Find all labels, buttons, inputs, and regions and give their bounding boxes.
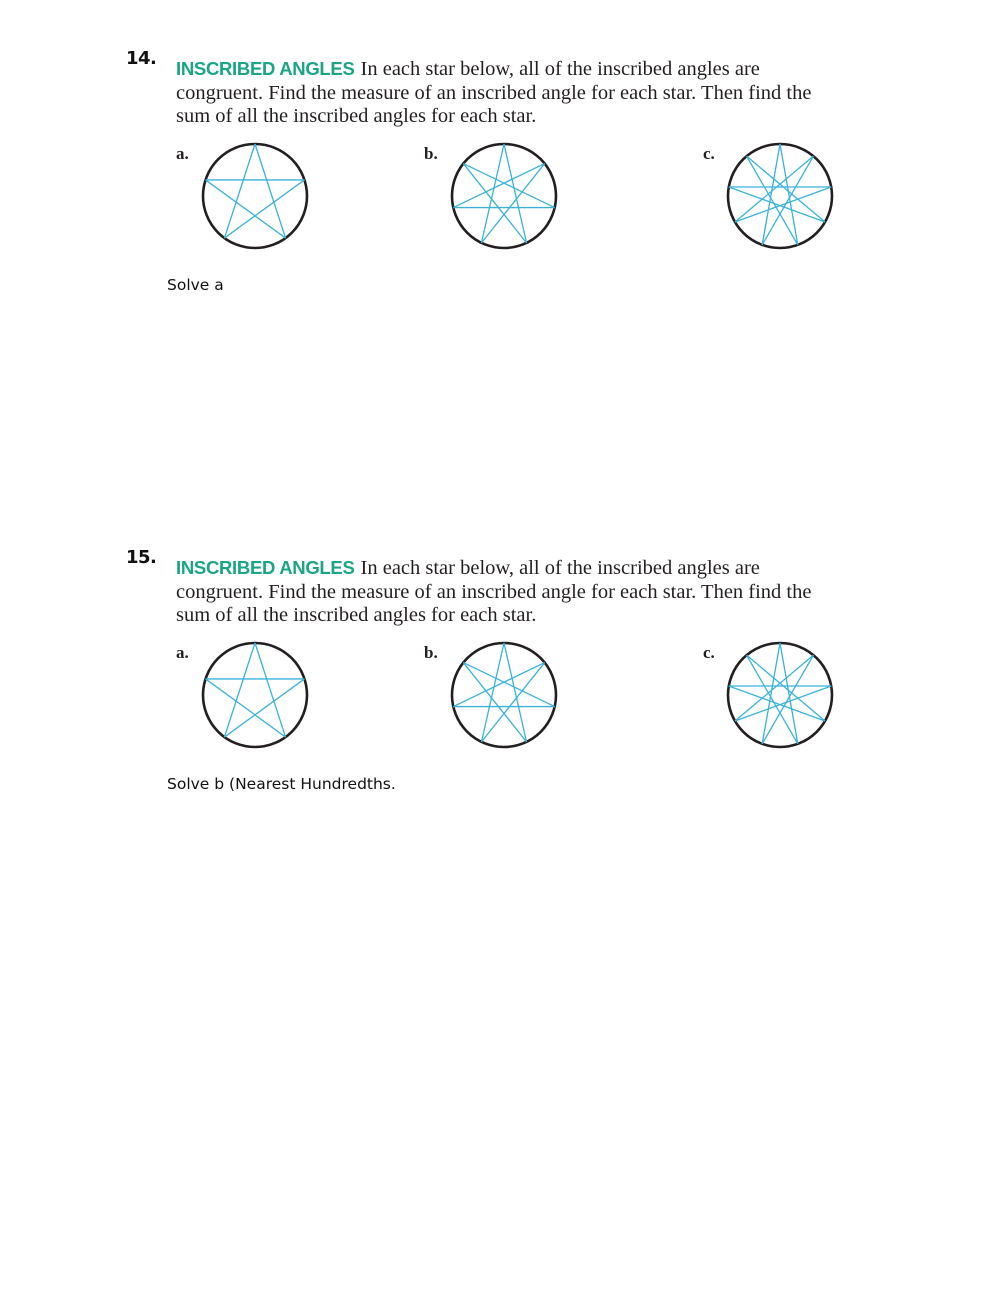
star-chord <box>224 144 255 238</box>
circle-outline <box>728 144 832 248</box>
circle-outline <box>452 643 556 747</box>
circle-outline <box>203 643 307 747</box>
star-chord <box>463 663 554 707</box>
star-chord <box>735 686 831 721</box>
problem-instructions: In each star below, all of the inscribed angles are congruent. Find the measure of an inscribed angle for each star. Then find the sum of all the inscribed angles for each star. <box>176 557 812 626</box>
star-chord <box>453 164 544 208</box>
solve-prompt: Solve a <box>167 276 224 294</box>
problem-15 <box>0 499 1000 799</box>
star-chord <box>747 655 825 721</box>
star-label-c: c. <box>703 144 715 163</box>
star-chord <box>735 655 813 721</box>
nine-point-star-figure <box>725 640 835 750</box>
star-chord <box>729 187 825 222</box>
problem-text-block <box>176 57 836 129</box>
problem-number: 15. <box>126 547 157 568</box>
seven-point-star-figure <box>449 640 559 750</box>
nine-point-star-figure <box>725 141 835 251</box>
circle-outline <box>452 144 556 248</box>
five-point-star-figure <box>200 640 310 750</box>
star-chord <box>735 156 813 222</box>
star-label-a: a. <box>176 643 189 662</box>
five-point-star-figure <box>200 141 310 251</box>
star-chord <box>224 643 255 737</box>
star-label-a: a. <box>176 144 189 163</box>
star-label-b: b. <box>424 643 438 662</box>
star-chord <box>463 164 554 208</box>
seven-point-star-figure <box>449 141 559 251</box>
star-label-c: c. <box>703 643 715 662</box>
circle-outline <box>203 144 307 248</box>
star-chord <box>729 686 825 721</box>
problem-number: 14. <box>126 48 157 69</box>
star-chord <box>206 180 286 238</box>
problem-text-block <box>176 556 836 628</box>
solve-prompt: Solve b (Nearest Hundredths. <box>167 775 396 793</box>
star-chord <box>224 180 304 238</box>
star-label-b: b. <box>424 144 438 163</box>
problem-14 <box>0 0 1000 300</box>
circle-outline <box>728 643 832 747</box>
star-chord <box>255 144 286 238</box>
problem-instructions: In each star below, all of the inscribed angles are congruent. Find the measure of an inscribed angle for each star. Then find the sum of all the inscribed angles for each star. <box>176 58 812 127</box>
star-chord <box>224 679 304 737</box>
star-chord <box>747 156 825 222</box>
star-chord <box>206 679 286 737</box>
star-chord <box>735 187 831 222</box>
star-chord <box>255 643 286 737</box>
star-chord <box>453 663 544 707</box>
problem-heading: INSCRIBED ANGLES <box>176 557 355 578</box>
problem-heading: INSCRIBED ANGLES <box>176 58 355 79</box>
